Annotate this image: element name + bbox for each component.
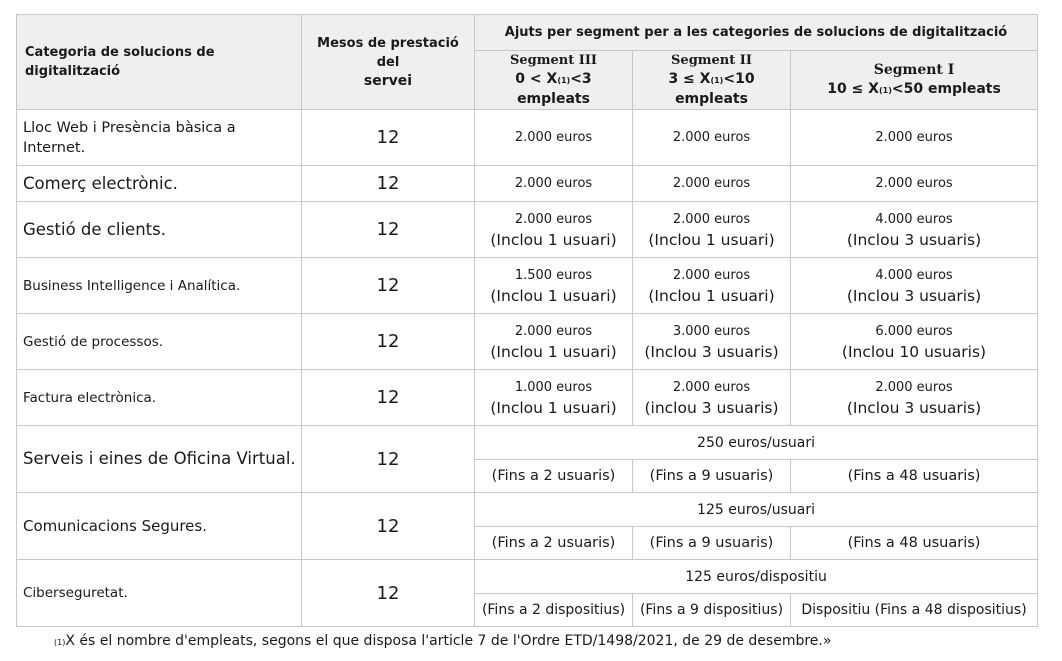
header-segment-1	[791, 51, 1038, 110]
segment-2-title: Segment II	[671, 53, 752, 68]
footnote-marker: (1)	[54, 638, 66, 647]
row-segment-3: 2.000 euros (Inclou 1 usuari)	[475, 202, 633, 258]
row-category: Comunicacions Segures.	[17, 493, 302, 560]
table-row	[17, 560, 1038, 594]
row-category: Comerç electrònic.	[17, 166, 302, 202]
header-segment-2	[633, 51, 791, 110]
row-segment-3: (Fins a 2 usuaris)	[475, 527, 633, 560]
row-months: 12	[302, 258, 475, 314]
row-months: 12	[302, 166, 475, 202]
row-segment-3: (Fins a 2 usuaris)	[475, 460, 633, 493]
row-rate: 125 euros/usuari	[475, 493, 1038, 527]
row-segment-3: 2.000 euros	[475, 110, 633, 166]
row-segment-2: (Fins a 9 usuaris)	[633, 460, 791, 493]
row-segment-1: Dispositiu (Fins a 48 dispositius)	[791, 594, 1038, 627]
aid-table	[16, 14, 1038, 627]
row-segment-2: (Fins a 9 dispositius)	[633, 594, 791, 627]
table-row	[17, 258, 1038, 314]
row-segment-2: 2.000 euros (Inclou 1 usuari)	[633, 202, 791, 258]
segment-3-title: Segment III	[509, 53, 597, 68]
row-rate: 125 euros/dispositiu	[475, 560, 1038, 594]
row-segment-2: 2.000 euros	[633, 110, 791, 166]
row-months: 12	[302, 426, 475, 493]
row-category: Business Intelligence i Analítica.	[17, 258, 302, 314]
table-row	[17, 110, 1038, 166]
table-row	[17, 493, 1038, 527]
row-category: Serveis i eines de Oficina Virtual.	[17, 426, 302, 493]
row-rate: 250 euros/usuari	[475, 426, 1038, 460]
header-months	[302, 15, 475, 110]
row-category: Gestió de clients.	[17, 202, 302, 258]
row-months: 12	[302, 370, 475, 426]
row-segment-2: 2.000 euros (inclou 3 usuaris)	[633, 370, 791, 426]
row-segment-1: 2.000 euros	[791, 166, 1038, 202]
segment-1-range: 10 ≤ X(1)<50 empleats	[827, 80, 1001, 97]
row-segment-3: (Fins a 2 dispositius)	[475, 594, 633, 627]
header-months-line1: Mesos de prestació del	[317, 35, 459, 70]
segment-3-range: 0 < X(1)<3 empleats	[515, 71, 592, 107]
row-segment-3: 2.000 euros	[475, 166, 633, 202]
row-segment-1: 2.000 euros (Inclou 3 usuaris)	[791, 370, 1038, 426]
header-category: Categoria de solucions de digitalització	[17, 15, 302, 110]
row-segment-2: 3.000 euros (Inclou 3 usuaris)	[633, 314, 791, 370]
row-months: 12	[302, 560, 475, 627]
row-category: Ciberseguretat.	[17, 560, 302, 627]
row-segment-1: 4.000 euros (Inclou 3 usuaris)	[791, 258, 1038, 314]
document	[16, 14, 1037, 649]
row-segment-2: (Fins a 9 usuaris)	[633, 527, 791, 560]
row-segment-2: 2.000 euros	[633, 166, 791, 202]
footnote	[16, 633, 1037, 649]
row-category: Gestió de processos.	[17, 314, 302, 370]
row-category: Lloc Web i Presència bàsica a Internet.	[17, 110, 302, 166]
table-row	[17, 370, 1038, 426]
row-months: 12	[302, 110, 475, 166]
row-segment-1: 6.000 euros (Inclou 10 usuaris)	[791, 314, 1038, 370]
row-segment-3: 2.000 euros (Inclou 1 usuari)	[475, 314, 633, 370]
row-segment-1: (Fins a 48 usuaris)	[791, 527, 1038, 560]
table-row	[17, 202, 1038, 258]
segment-2-range: 3 ≤ X(1)<10 empleats	[668, 71, 755, 107]
table-row	[17, 426, 1038, 460]
row-months: 12	[302, 202, 475, 258]
row-segment-1: 4.000 euros (Inclou 3 usuaris)	[791, 202, 1038, 258]
header-group: Ajuts per segment per a les categories de solucions de digitalització	[475, 15, 1038, 51]
row-segment-1: 2.000 euros	[791, 110, 1038, 166]
header-segment-3	[475, 51, 633, 110]
row-segment-3: 1.000 euros (Inclou 1 usuari)	[475, 370, 633, 426]
row-segment-3: 1.500 euros (Inclou 1 usuari)	[475, 258, 633, 314]
segment-1-title: Segment I	[873, 61, 955, 78]
row-months: 12	[302, 493, 475, 560]
header-months-line2: servei	[363, 72, 413, 89]
table-row	[17, 166, 1038, 202]
table-row	[17, 314, 1038, 370]
footnote-text: X és el nombre d'empleats, segons el que disposa l'article 7 de l'Ordre ETD/1498/2021, de 29 de desembre.»	[65, 633, 832, 649]
row-segment-2: 2.000 euros (Inclou 1 usuari)	[633, 258, 791, 314]
row-segment-1: (Fins a 48 usuaris)	[791, 460, 1038, 493]
row-months: 12	[302, 314, 475, 370]
row-category: Factura electrònica.	[17, 370, 302, 426]
